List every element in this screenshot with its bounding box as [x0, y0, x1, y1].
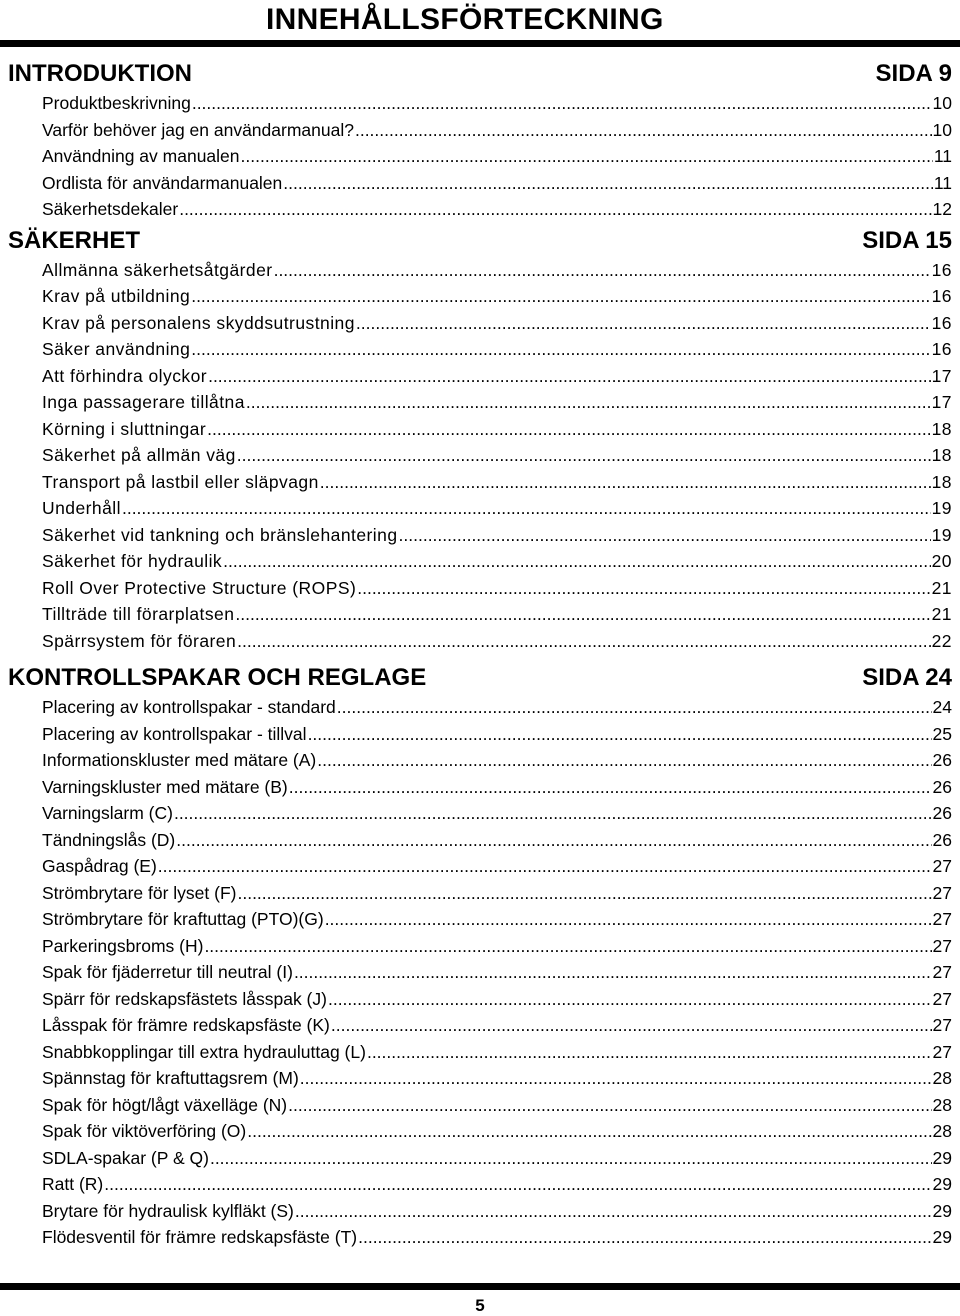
toc-entry[interactable] — [42, 1118, 952, 1145]
toc-entry-page: 16 — [931, 312, 952, 333]
toc-entry-title: Roll Over Protective Structure (ROPS) — [42, 577, 357, 598]
toc-entry-page: 28 — [932, 1068, 952, 1088]
dot-leader — [289, 774, 932, 801]
section-entries — [8, 257, 952, 655]
toc-entry[interactable] — [42, 1198, 952, 1225]
toc-entry[interactable] — [42, 1092, 952, 1119]
toc-entry-page: 25 — [932, 723, 952, 744]
toc-entry[interactable] — [42, 906, 952, 933]
toc-entry[interactable] — [42, 548, 952, 575]
toc-entry-title: Transport på lastbil eller släpvagn — [42, 471, 319, 492]
toc-entry-title: SDLA-spakar (P & Q) — [42, 1147, 209, 1168]
toc-entry[interactable] — [42, 880, 952, 907]
toc-entry-page: 29 — [932, 1174, 952, 1194]
dot-leader — [283, 170, 933, 197]
toc-entry-page: 27 — [932, 882, 952, 903]
toc-entry[interactable] — [42, 1065, 952, 1092]
dot-leader — [295, 1198, 932, 1225]
toc-entry[interactable] — [42, 1012, 952, 1039]
dot-leader — [399, 522, 931, 549]
toc-entry-page: 20 — [931, 551, 952, 571]
toc-entry[interactable] — [42, 959, 952, 986]
toc-entry-page: 27 — [932, 856, 952, 876]
toc-entry-page: 16 — [931, 259, 952, 280]
dot-leader — [237, 442, 931, 469]
toc-entry-title: Säkerhetsdekaler — [42, 199, 179, 219]
toc-entry-title: Ratt (R) — [42, 1174, 104, 1194]
toc-entry[interactable] — [42, 196, 952, 223]
section-title: INTRODUKTION — [8, 60, 192, 87]
toc-entry-page: 17 — [931, 365, 952, 386]
toc-entry-title: Placering av kontrollspakar - standard — [42, 697, 336, 717]
toc-entry[interactable] — [42, 575, 952, 602]
toc-entry[interactable] — [42, 495, 952, 522]
dot-leader — [328, 986, 932, 1013]
section-page-label: SIDA 24 — [862, 664, 952, 691]
toc-entry-title: Inga passagerare tillåtna — [42, 392, 245, 412]
dot-leader — [288, 1092, 931, 1119]
toc-entry[interactable] — [42, 170, 952, 197]
toc-entry-title: Spak för högt/lågt växelläge (N) — [42, 1094, 288, 1115]
toc-entry-page: 19 — [931, 498, 952, 518]
toc-entry[interactable] — [42, 853, 952, 880]
dot-leader — [357, 575, 930, 602]
toc-entry-page: 28 — [932, 1094, 952, 1115]
toc-entry[interactable] — [42, 800, 952, 827]
dot-leader — [158, 853, 932, 880]
toc-entry[interactable] — [42, 389, 952, 416]
toc-entry-page: 26 — [932, 829, 952, 850]
toc-entry-page: 10 — [932, 119, 952, 140]
toc-entry-page: 29 — [932, 1147, 952, 1168]
toc-entry-page: 26 — [932, 750, 952, 770]
toc-entry-page: 22 — [931, 630, 952, 651]
toc-entry-page: 27 — [932, 1041, 952, 1062]
toc-entry[interactable] — [42, 933, 952, 960]
toc-entry-page: 24 — [932, 697, 952, 717]
toc-entry[interactable] — [42, 774, 952, 801]
toc-entry-title: Användning av manualen — [42, 146, 240, 166]
toc-entry-page: 17 — [931, 392, 952, 412]
toc-entry-title: Varningslarm (C) — [42, 803, 173, 823]
toc-entry-title: Spännstag för kraftuttagsrem (M) — [42, 1068, 299, 1088]
toc-entry[interactable] — [42, 117, 952, 144]
toc-entry-title: Allmänna säkerhetsåtgärder — [42, 259, 273, 280]
toc-entry[interactable] — [42, 90, 952, 117]
toc-entry-page: 21 — [931, 604, 952, 624]
dot-leader — [331, 1012, 932, 1039]
toc-entry-page: 11 — [933, 146, 952, 166]
toc-entry-title: Snabbkopplingar till extra hydrauluttag (L) — [42, 1041, 366, 1062]
toc-entry-title: Strömbrytare för lyset (F) — [42, 882, 237, 903]
dot-leader — [325, 906, 932, 933]
toc-entry-title: Att förhindra olyckor — [42, 365, 208, 386]
dot-leader — [367, 1039, 932, 1066]
toc-entry-title: Säker användning — [42, 339, 191, 359]
dot-leader — [241, 143, 933, 170]
dot-leader — [235, 601, 930, 628]
toc-entry-page: 19 — [931, 524, 952, 545]
toc-entry-page: 27 — [932, 1015, 952, 1035]
toc-entry[interactable] — [42, 283, 952, 310]
toc-entry[interactable] — [42, 694, 952, 721]
dot-leader — [237, 628, 930, 655]
dot-leader — [274, 257, 931, 284]
dot-leader — [246, 389, 931, 416]
toc-entry-title: Flödesventil för främre redskapsfäste (T) — [42, 1227, 358, 1247]
dot-leader — [223, 548, 931, 575]
section-heading-introduktion — [8, 58, 952, 90]
dot-leader — [337, 694, 932, 721]
dot-leader — [204, 933, 931, 960]
toc-entry-page: 10 — [932, 93, 952, 113]
toc-entry-title: Strömbrytare för kraftuttag (PTO)(G) — [42, 909, 324, 929]
toc-entry-title: Varför behöver jag en användarmanual? — [42, 119, 354, 140]
section-page-label: SIDA 15 — [862, 226, 952, 254]
toc-entry-page: 16 — [931, 286, 952, 306]
section-entries — [8, 694, 952, 1251]
toc-entry-title: Körning i sluttningar — [42, 418, 207, 439]
toc-entry[interactable] — [42, 143, 952, 170]
toc-entry-page: 28 — [932, 1121, 952, 1141]
toc-entry-title: Produktbeskrivning — [42, 93, 191, 113]
toc-entry-page: 11 — [933, 172, 952, 193]
dot-leader — [358, 1224, 931, 1251]
toc-entry[interactable] — [42, 336, 952, 363]
toc-entry-title: Underhåll — [42, 498, 121, 518]
dot-leader — [317, 747, 931, 774]
toc-entry-title: Varningskluster med mätare (B) — [42, 776, 288, 797]
section-page-label: SIDA 9 — [875, 60, 952, 87]
toc-entry[interactable] — [42, 442, 952, 469]
top-rule — [0, 40, 960, 47]
toc-entry[interactable] — [42, 986, 952, 1013]
section-title: KONTROLLSPAKAR OCH REGLAGE — [8, 664, 427, 691]
section-entries — [8, 90, 952, 223]
toc-entry[interactable] — [42, 363, 952, 390]
dot-leader — [320, 469, 931, 496]
dot-leader — [208, 363, 931, 390]
toc-entry-page: 27 — [932, 988, 952, 1009]
toc-entry[interactable] — [42, 1171, 952, 1198]
toc-entry[interactable] — [42, 257, 952, 284]
dot-leader — [191, 336, 930, 363]
page-number: 5 — [475, 1296, 485, 1315]
toc-entry-title: Parkeringsbroms (H) — [42, 935, 204, 956]
toc-entry-title: Spärr för redskapsfästets låsspak (J) — [42, 988, 327, 1009]
table-of-contents — [8, 58, 952, 1251]
dot-leader — [179, 196, 931, 223]
toc-entry-page: 18 — [931, 445, 952, 465]
toc-entry[interactable] — [42, 1145, 952, 1172]
dot-leader — [192, 90, 932, 117]
toc-entry-title: Informationskluster med mätare (A) — [42, 750, 317, 770]
dot-leader — [247, 1118, 931, 1145]
toc-entry-page: 21 — [931, 577, 952, 598]
toc-entry-title: Säkerhet för hydraulik — [42, 551, 223, 571]
dot-leader — [356, 310, 931, 337]
toc-entry[interactable] — [42, 416, 952, 443]
dot-leader — [176, 827, 931, 854]
dot-leader — [122, 495, 931, 522]
dot-leader — [294, 959, 932, 986]
toc-entry-title: Brytare för hydraulisk kylfläkt (S) — [42, 1200, 294, 1221]
document-title: INNEHÅLLSFÖRTECKNING — [266, 3, 664, 36]
toc-entry-title: Gaspådrag (E) — [42, 856, 157, 876]
dot-leader — [191, 283, 930, 310]
toc-entry-title: Spärrsystem för föraren — [42, 630, 237, 651]
dot-leader — [300, 1065, 932, 1092]
toc-entry-page: 26 — [932, 776, 952, 797]
toc-entry-title: Spak för viktöverföring (O) — [42, 1121, 247, 1141]
section-title: SÄKERHET — [8, 226, 141, 254]
toc-entry-title: Tillträde till förarplatsen — [42, 604, 235, 624]
toc-entry-page: 18 — [931, 471, 952, 492]
toc-entry-title: Krav på personalens skyddsutrustning — [42, 312, 355, 333]
toc-entry[interactable] — [42, 601, 952, 628]
toc-entry-page: 29 — [932, 1200, 952, 1221]
toc-entry-title: Placering av kontrollspakar - tillval — [42, 723, 307, 744]
toc-entry[interactable] — [42, 1224, 952, 1251]
dot-leader — [237, 880, 931, 907]
toc-entry-page: 27 — [932, 909, 952, 929]
dot-leader — [210, 1145, 932, 1172]
toc-entry-page: 27 — [932, 935, 952, 956]
toc-entry[interactable] — [42, 628, 952, 655]
dot-leader — [355, 117, 932, 144]
toc-entry-title: Krav på utbildning — [42, 286, 191, 306]
toc-entry-page: 16 — [931, 339, 952, 359]
toc-entry[interactable] — [42, 747, 952, 774]
toc-entry-title: Spak för fjäderretur till neutral (I) — [42, 962, 293, 982]
toc-entry[interactable] — [42, 1039, 952, 1066]
toc-entry-page: 12 — [932, 199, 952, 219]
toc-entry[interactable] — [42, 522, 952, 549]
toc-entry-title: Ordlista för användarmanualen — [42, 172, 283, 193]
toc-entry-title: Låsspak för främre redskapsfäste (K) — [42, 1015, 330, 1035]
toc-entry-page: 27 — [932, 962, 952, 982]
toc-entry-page: 26 — [932, 803, 952, 823]
toc-entry[interactable] — [42, 469, 952, 496]
dot-leader — [207, 416, 931, 443]
toc-entry[interactable] — [42, 721, 952, 748]
bottom-rule — [0, 1283, 960, 1290]
section-heading-s-kerhet — [8, 225, 952, 257]
toc-entry-title: Säkerhet vid tankning och bränslehantering — [42, 524, 398, 545]
section-heading-kontrollspakar-och-reglage — [8, 662, 952, 694]
toc-entry-page: 29 — [932, 1227, 952, 1247]
dot-leader — [308, 721, 932, 748]
toc-entry[interactable] — [42, 310, 952, 337]
dot-leader — [174, 800, 932, 827]
toc-entry[interactable] — [42, 827, 952, 854]
dot-leader — [104, 1171, 931, 1198]
toc-entry-title: Säkerhet på allmän väg — [42, 445, 236, 465]
toc-entry-title: Tändningslås (D) — [42, 829, 176, 850]
toc-entry-page: 18 — [931, 418, 952, 439]
